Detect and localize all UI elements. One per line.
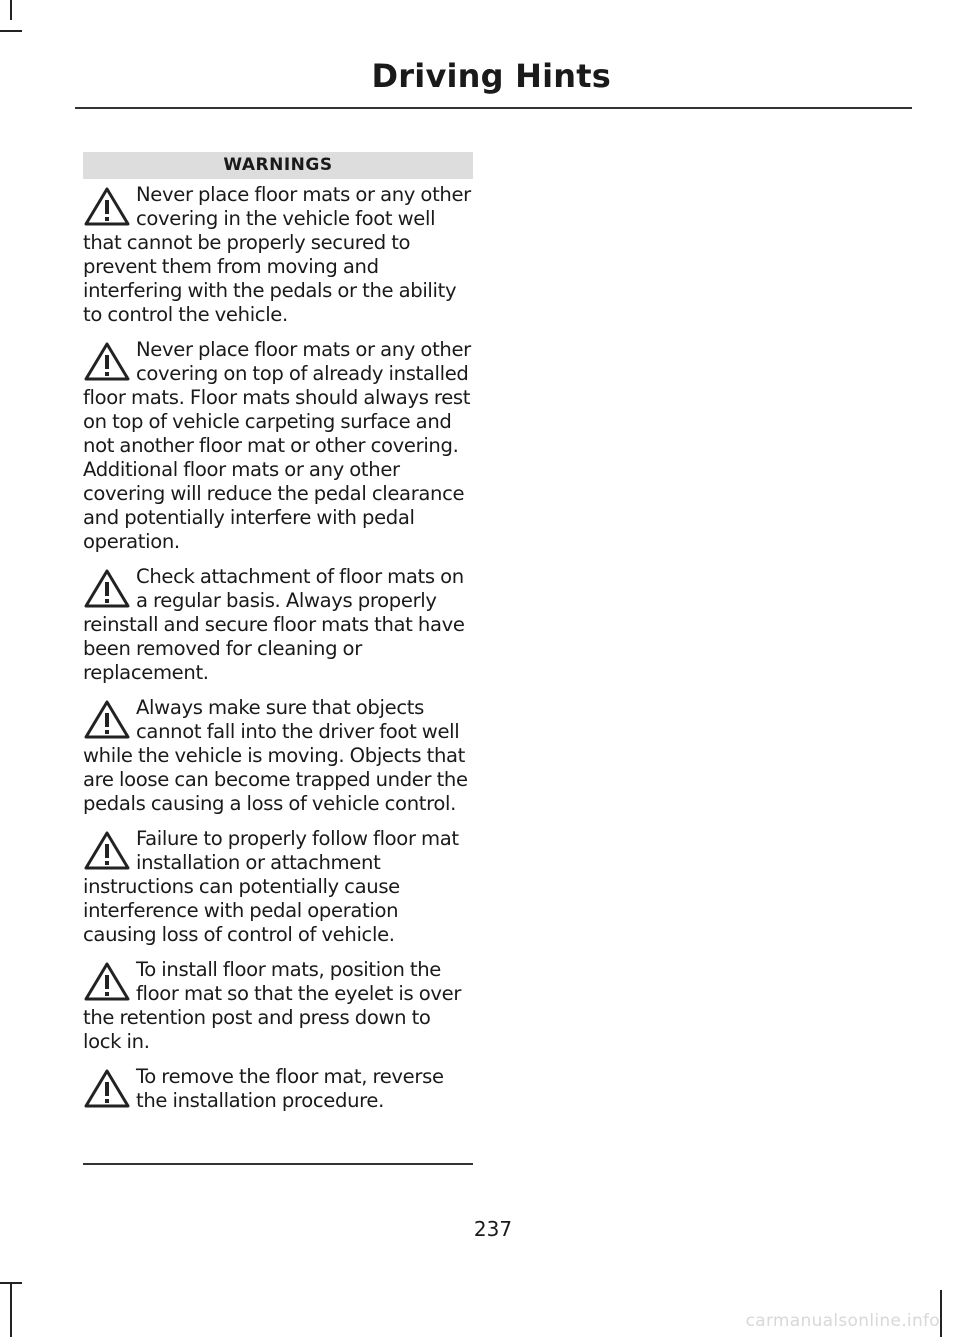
warning-triangle-icon: [83, 1068, 131, 1110]
warnings-bottom-divider: [83, 1163, 473, 1165]
warning-text: To remove the floor mat, reverse the installation procedure.: [136, 1065, 444, 1112]
warning-item: [83, 338, 473, 554]
warning-text: Never place floor mats or any other covering on top of already installed floor mats. Floor mats should always rest on top of vehicle carpeting surface and not another floor mat or other covering. Additional floor mats or any other covering will reduce the pedal clearance and potentially interfere with pedal operation.: [83, 338, 471, 553]
warning-triangle-icon: [83, 341, 131, 383]
warnings-heading: WARNINGS: [83, 152, 473, 179]
header-divider: [75, 107, 912, 109]
warning-triangle-icon: [83, 961, 131, 1003]
page-number: 237: [473, 1217, 513, 1241]
warning-item: [83, 565, 473, 685]
warning-text: To install floor mats, position the floor mat so that the eyelet is over the retention post and press down to lock in.: [83, 958, 462, 1053]
warning-text: Failure to properly follow floor mat installation or attachment instructions can potentially cause interference with pedal operation causing loss of control of vehicle.: [83, 827, 459, 946]
warning-item: [83, 958, 473, 1054]
warnings-box: [83, 152, 473, 1113]
crop-mark-bottom-left-horizontal: [0, 1282, 22, 1284]
warning-text: Always make sure that objects cannot fall into the driver foot well while the vehicle is moving. Objects that are loose can become trapped under the pedals causing a loss of vehicle control.: [83, 696, 468, 815]
warning-triangle-icon: [83, 830, 131, 872]
warning-item: [83, 696, 473, 816]
crop-mark-top-left-vertical: [10, 0, 12, 20]
warning-item: [83, 1065, 473, 1113]
warning-text: Check attachment of floor mats on a regular basis. Always properly reinstall and secure floor mats that have been removed for cleaning or replacement.: [83, 565, 465, 684]
crop-mark-bottom-right-vertical: [940, 1290, 942, 1337]
warning-triangle-icon: [83, 568, 131, 610]
crop-mark-top-left-horizontal: [0, 30, 22, 32]
warning-text: Never place floor mats or any other covering in the vehicle foot well that cannot be properly secured to prevent them from moving and interfering with the pedals or the ability to control the vehicle.: [83, 183, 471, 326]
warning-triangle-icon: [83, 699, 131, 741]
warning-item: [83, 827, 473, 947]
watermark: carmanualsonline.info: [745, 1311, 940, 1331]
crop-mark-bottom-left-vertical: [10, 1282, 12, 1337]
warning-triangle-icon: [83, 186, 131, 228]
page-title: Driving Hints: [371, 57, 611, 95]
warning-item: [83, 183, 473, 327]
